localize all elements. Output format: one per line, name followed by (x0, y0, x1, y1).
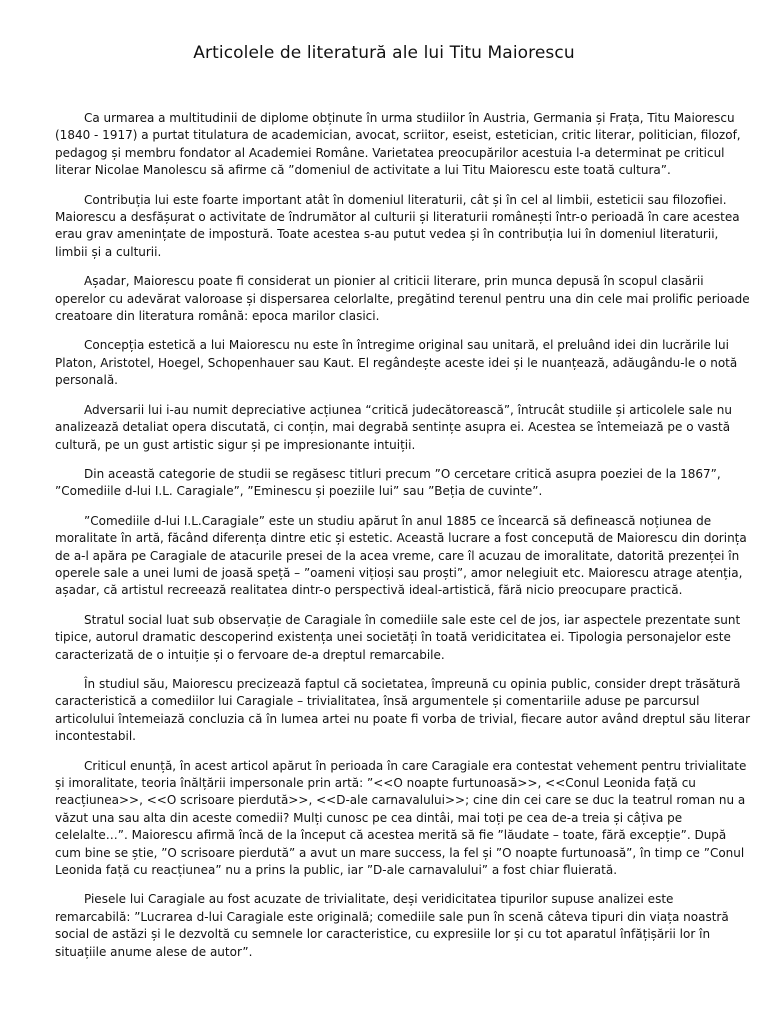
document-title: Articolele de literatură ale lui Titu Maiorescu (193, 43, 575, 63)
paragraph-11: Piesele lui Caragiale au fost acuzate de trivialitate, deși veridicitatea tipurilor supuse analizei este remarcabilă: ”Lucrarea d-lui Caragiale este originală; comediile sale pun în scenă câteva tipuri din viața noastră social de astăzi și le dezvoltă cu semnele lor caracteristice, cu expresiile lor și cu tot aparatul înfățișării lor în situațiile anume alese de autor”. (55, 892, 729, 959)
paragraph-9: În studiul său, Maiorescu precizează faptul că societatea, împreună cu opinia public, consider drept trăsătură caracteristică a comediilor lui Caragiale – trivialitatea, însă argumentele și comentariile aduse pe parcursul articolului întemeiază concluzia că în lumea artei nu poate fi vorba de trivial, fiecare autor având dreptul său literar incontestabil. (55, 676, 751, 744)
paragraph-5: Adversarii lui i-au numit depreciative acțiunea “critică judecătorească”, întrucât studiile și articolele sale nu analizează detaliat opera discutată, ci conțin, mai degrabă sentințe asupra ei. Acestea se întemeiază pe o vastă cultură, pe un gust artistic sigur și pe impresionante intuiții. (55, 402, 732, 452)
paragraph-3: Așadar, Maiorescu poate fi considerat un pionier al criticii literare, prin munca depusă în scopul clasării operelor cu adevărat valoroase și dispersarea celorlalte, pregătind terenul pentru una din cele mai prolific perioade creatoare din literatura română: epoca marilor clasici. (55, 274, 750, 324)
paragraph-6: Din această categorie de studii se regăsesc titluri precum ”O cercetare critică asupra poeziei de la 1867”, ”Comediile d-lui I.L. Caragiale”, ”Eminescu și poeziile lui” sau ”Beția de cuvinte”. (55, 466, 721, 499)
paragraph-1: Ca urmarea a multitudinii de diplome obținute în urma studiilor în Austria, Germania și Frața, Titu Maiorescu (1840 - 1917) a purtat titulatura de academician, avocat, scriitor, eseist, estetician, critic literar, politician, filozof, pedagog și membru fondator al Academiei Române. Varietatea preocupărilor acestuia l-a determinat pe criticul literar Nicolae Manolescu să afirme că ”domeniul de activitate a lui Titu Maiorescu este toată cultura”. (55, 111, 741, 178)
paragraph-7: ”Comediile d-lui I.L.Caragiale” este un studiu apărut în anul 1885 ce încearcă să definească noțiunea de moralitate în artă, făcând diferența dintre etic și estetic. Această lucrare a fost concepută de Maiorescu din dorința de a-l apăra pe Caragiale de atacurile presei de la acea vreme, care îl acuzau de imoralitate, datorită prezenței în operele sale a unei lumi de joasă speță – ”oameni vițioși sau proști”, amor nelegiuit etc. Maiorescu atrage atenția, așadar, că artistul recreează realitatea dintr-o perspectivă ideal-artistică, fără nicio preocupare practică. (55, 513, 747, 598)
paragraph-10: Criticul enunță, în acest articol apărut în perioada în care Caragiale era contestat vehement pentru trivialitate și imoralitate, teoria înălțării impersonale prin artă: ”<<O noapte furtunoasă>>, <<Conul Leonida față cu reacțiunea>>, <<O scrisoare pierdută>>, <<D-ale carnavalului>>; cine din cei care se duc la teatrul roman nu a văzut una sau alta din aceste comedii? Mulți cunosc pe cea dintâi, mai toți pe cea de-a treia și câțiva pe celelalte…”. Maiorescu afirmă încă de la început că acestea merită să fie ”lăudate – toate, fără excepție”. După cum bine se știe, ”O scrisoare pierdută” a avut un mare success, la fel și ”O noapte furtunoasă”, în timp ce ”Conul Leonida față cu reacțiunea” nu a prins la public, iar ”D-ale carnavalului” a fost chiar fluierată. (55, 758, 747, 878)
paragraph-2: Contribuția lui este foarte important atât în domeniul literaturii, cât și în cel al limbii, esteticii sau filozofiei. Maiorescu a desfășurat o activitate de îndrumător al culturii și literaturii românești într-o perioadă în care acestea erau grav amenințate de impostură. Toate acestea s-au putut vedea și în contribuția lui în domeniul literaturii, limbii și a culturii. (55, 192, 740, 259)
paragraph-8: Stratul social luat sub observație de Caragiale în comediile sale este cel de jos, iar aspectele prezentate sunt tipice, autorul dramatic descoperind existența unei societăți în toată veridicitatea ei. Tipologia personajelor este caracterizată de o intuiție și o fervoare de-a dreptul remarcabile. (55, 612, 741, 662)
paragraph-4: Concepția estetică a lui Maiorescu nu este în întregime original sau unitară, el preluând idei din lucrările lui Platon, Aristotel, Hoegel, Schopenhauer sau Kaut. El regândește aceste idei și le nuanțează, adăugându-le o notă personală. (55, 338, 738, 388)
document-body (55, 110, 751, 973)
